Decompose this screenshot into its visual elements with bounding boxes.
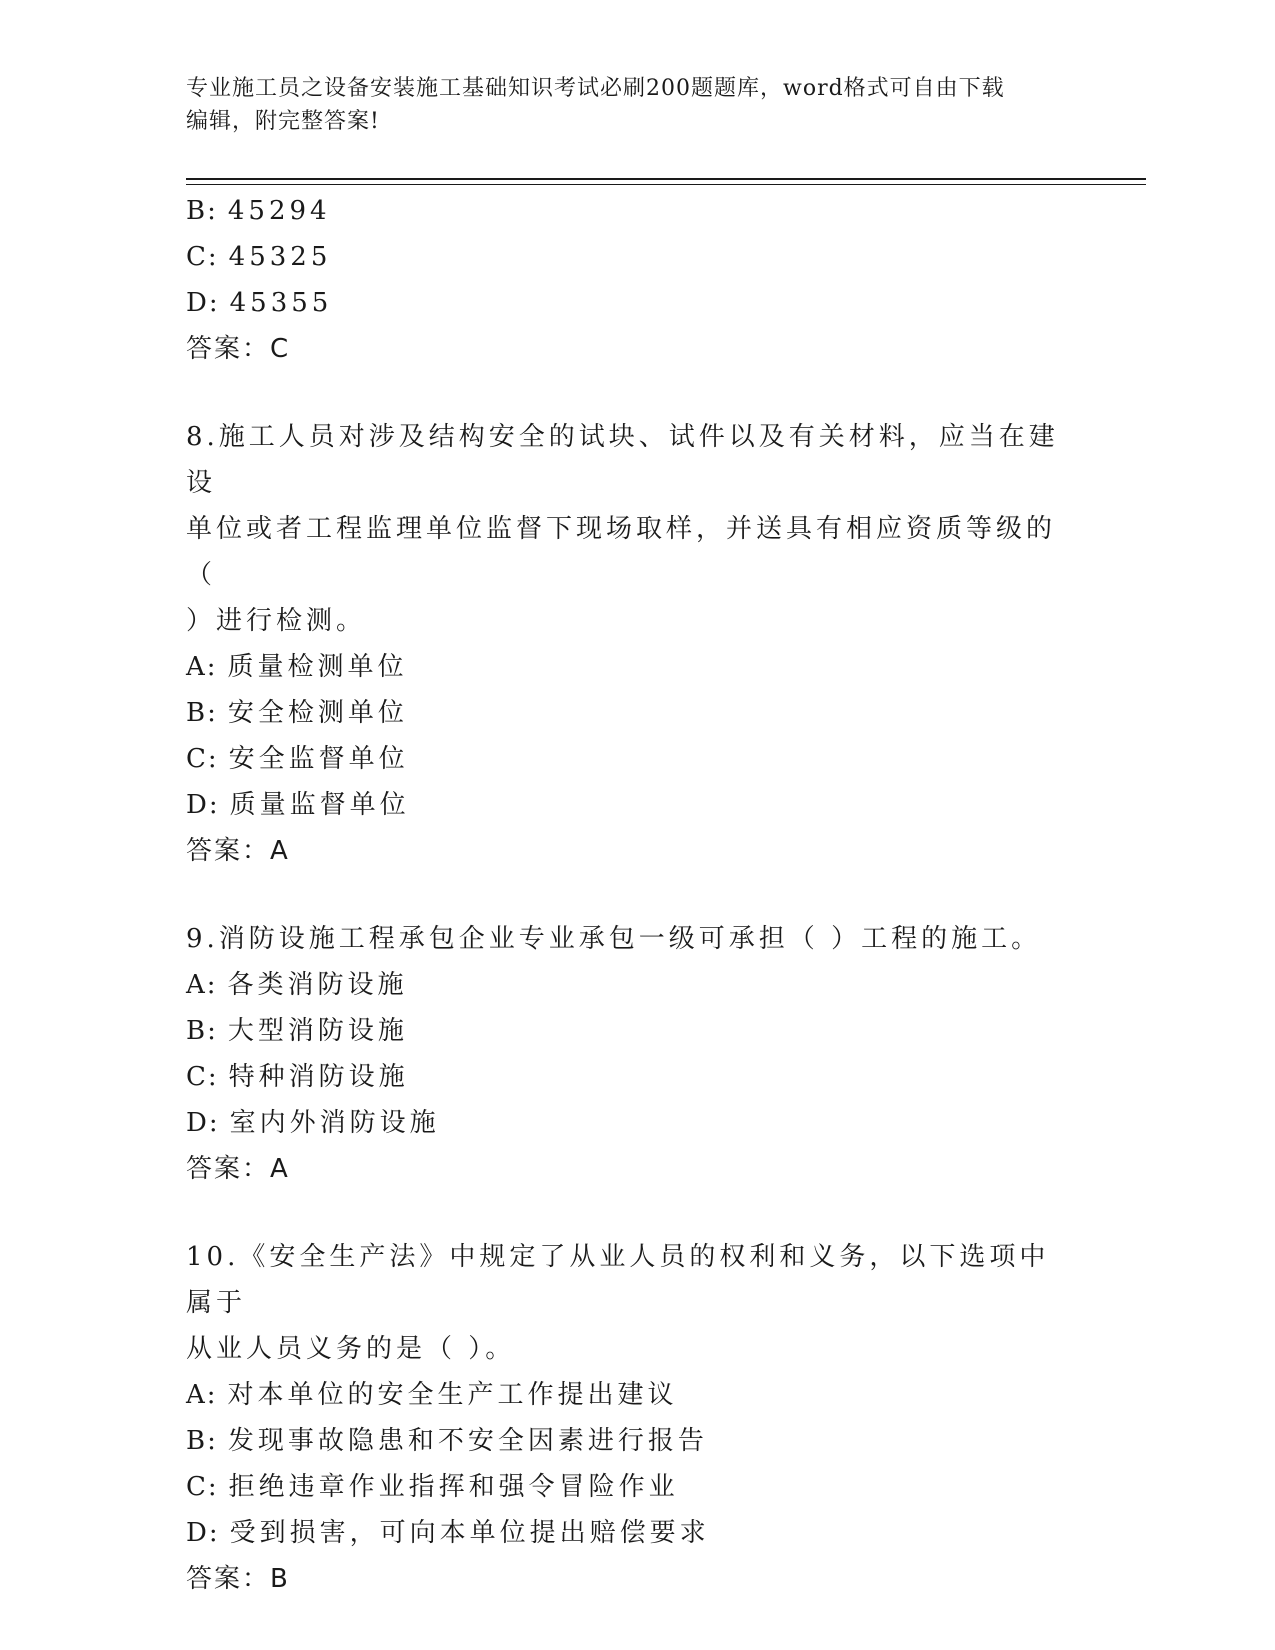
option-text: 受到损害，可向本单位提出赔偿要求 — [229, 1518, 710, 1548]
option-c — [186, 1054, 1086, 1100]
option-b — [186, 188, 1086, 234]
document-header — [186, 72, 1086, 138]
header-divider-thin — [186, 184, 1146, 185]
question-stem — [186, 1234, 1066, 1372]
answer-line: 答案：C — [186, 334, 291, 364]
option-label: B: — [186, 1426, 218, 1456]
option-text: 质量监督单位 — [229, 790, 410, 820]
question-9 — [186, 916, 1086, 1192]
header-line-1: 专业施工员之设备安装施工基础知识考试必刷200题题库，word格式可自由下载 — [186, 76, 1005, 101]
option-label: D: — [186, 288, 220, 318]
option-b — [186, 690, 1086, 736]
document-body — [186, 188, 1086, 1602]
stem-line: 从业人员义务的是（ ）。 — [186, 1334, 516, 1364]
option-a — [186, 962, 1086, 1008]
option-label: B: — [186, 698, 218, 728]
stem-line: 单位或者工程监理单位监督下现场取样，并送具有相应资质等级的（ — [186, 514, 1057, 590]
stem-line: 9.消防设施工程承包企业专业承包一级可承担（ ）工程的施工。 — [186, 924, 1042, 954]
option-label: C: — [186, 1062, 219, 1092]
option-label: A: — [186, 1380, 218, 1410]
option-text: 拒绝违章作业指挥和强令冒险作业 — [228, 1472, 679, 1502]
option-text: 室内外消防设施 — [229, 1108, 440, 1138]
option-d — [186, 782, 1086, 828]
option-text: 发现事故隐患和不安全因素进行报告 — [227, 1426, 708, 1456]
option-text: 特种消防设施 — [228, 1062, 409, 1092]
option-label: D: — [186, 1518, 220, 1548]
option-d — [186, 1510, 1086, 1556]
stem-line: 8.施工人员对涉及结构安全的试块、试件以及有关材料，应当在建设 — [186, 422, 1059, 498]
option-label: C: — [186, 744, 219, 774]
option-label: A: — [186, 652, 218, 682]
option-text: 各类消防设施 — [227, 970, 408, 1000]
option-text: 45325 — [228, 242, 332, 272]
question-10 — [186, 1234, 1086, 1602]
option-label: C: — [186, 242, 219, 272]
option-text: 安全检测单位 — [227, 698, 408, 728]
option-b — [186, 1418, 1086, 1464]
answer-line: 答案：B — [186, 1564, 290, 1594]
option-text: 45294 — [227, 196, 331, 226]
option-label: B: — [186, 1016, 218, 1046]
answer-line: 答案：A — [186, 836, 290, 866]
option-c — [186, 736, 1086, 782]
option-label: B: — [186, 196, 218, 226]
option-label: D: — [186, 790, 220, 820]
header-line-2: 编辑，附完整答案! — [186, 109, 380, 134]
option-b — [186, 1008, 1086, 1054]
header-divider-thick — [186, 178, 1146, 180]
option-text: 安全监督单位 — [228, 744, 409, 774]
option-d — [186, 280, 1086, 326]
question-stem — [186, 414, 1066, 644]
option-text: 大型消防设施 — [227, 1016, 408, 1046]
answer-line: 答案：A — [186, 1154, 290, 1184]
question-7-continued — [186, 188, 1086, 372]
option-text: 对本单位的安全生产工作提出建议 — [227, 1380, 678, 1410]
option-a — [186, 1372, 1086, 1418]
option-label: D: — [186, 1108, 220, 1138]
stem-line: ）进行检测。 — [186, 606, 367, 636]
option-text: 45355 — [229, 288, 333, 318]
option-c — [186, 234, 1086, 280]
option-d — [186, 1100, 1086, 1146]
option-label: C: — [186, 1472, 219, 1502]
stem-line: 10.《安全生产法》中规定了从业人员的权利和义务，以下选项中属于 — [186, 1242, 1050, 1318]
question-stem — [186, 916, 1066, 962]
option-label: A: — [186, 970, 218, 1000]
question-8 — [186, 414, 1086, 874]
option-a — [186, 644, 1086, 690]
option-text: 质量检测单位 — [227, 652, 408, 682]
option-c — [186, 1464, 1086, 1510]
